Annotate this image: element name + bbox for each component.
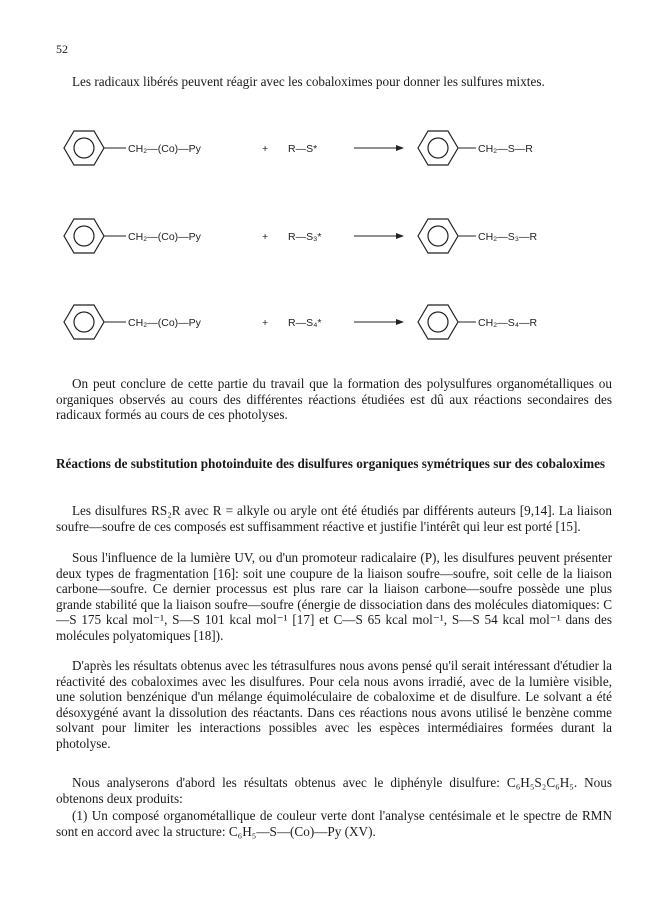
product-text: CH₂—S₄—R [478,317,538,329]
reaction-arrow-icon [354,145,404,151]
paragraph-5-text: (1) Un composé organométallique de couleur verte dont l'analyse centésimale et le spectre de RMN sont en accord avec la structure: C₆H₅—S—(Co)—Py (XV). [56,808,612,839]
paragraph-2 [56,550,612,644]
benzene-ring-icon [64,219,104,253]
reactant-text: CH₂—(Co)—Py [128,317,201,329]
reagent-text: R—S* [288,143,318,155]
product-text: CH₂—S—R [478,143,533,155]
plus-sign: + [262,317,269,329]
reaction-scheme-2 [56,206,616,266]
paragraph-2-text: Sous l'influence de la lumière UV, ou d'un promoteur radicalaire (P), les disulfures peuvent présenter deux types de fragmentation [16]: soit une coupure de la liaison soufre—soufre, soit celle de la liaison carbone—soufre. Ce dernier processus est plus rare car la liaison carbone—soufre possède une plus grande stabilité que la liaison soufre—soufre (énergie de dissociation dans des molécules diatomiques: C—S 175 kcal mol⁻¹, S—S 101 kcal mol⁻¹ [17] et C—S 65 kcal mol⁻¹, S—S 54 kcal mol⁻¹ dans des molécules polyatomiques [18]). [56,550,612,643]
plus-sign: + [262,231,269,243]
product-text: CH₂—S₃—R [478,231,538,243]
reaction-arrow-icon [354,319,404,325]
paragraph-5 [56,808,612,839]
intro-text: Les radicaux libérés peuvent réagir avec les cobaloximes pour donner les sulfures mixtes. [72,74,545,89]
reaction-scheme-1 [56,118,616,178]
plus-sign: + [262,143,269,155]
benzene-ring-icon [418,219,458,253]
benzene-ring-icon [418,305,458,339]
paragraph-3 [56,658,612,752]
conclusion-paragraph [56,376,612,423]
paragraph-4 [56,775,612,806]
reaction-arrow-icon [354,233,404,239]
paragraph-1-text: Les disulfures RS₂R avec R = alkyle ou aryle ont été étudiés par différents auteurs [9,14]. La liaison soufre—soufre de ces composés est suffisamment réactive et justifie l'intérêt qui leur est porté [15]. [56,503,612,534]
paragraph-1 [56,503,612,534]
page-number: 52 [56,42,68,56]
reactant-text: CH₂—(Co)—Py [128,143,201,155]
intro-paragraph [56,74,612,90]
reaction-scheme-3 [56,292,616,352]
benzene-ring-icon [418,131,458,165]
conclusion-text: On peut conclure de cette partie du travail que la formation des polysulfures organométalliques ou organiques observés au cours des différentes réactions étudiées est dû aux réactions secondaires des radicaux formés au cours de ces photolyses. [56,376,612,423]
reagent-text: R—S₃* [288,231,322,243]
section-heading: Réactions de substitution photoinduite des disulfures organiques symétriques sur des cobaloximes [56,456,606,471]
paragraph-4-text: Nous analyserons d'abord les résultats obtenus avec le diphényle disulfure: C₆H₅S₂C₆H₅. Nous obtenons deux produits: [56,775,612,806]
paragraph-3-text: D'après les résultats obtenus avec les tétrasulfures nous avons pensé qu'il serait intéressant d'étudier la réactivité des cobaloximes avec les disulfures. Pour cela nous avons irradié, avec de la lumière visible, une solution benzénique d'un mélange équimoléculaire de cobaloxime et de disulfure. Le solvant a été désoxygéné avant la dissolution des réactants. Dans ces réactions nous avons utilisé le benzène comme solvant pour limiter les interactions possibles avec les espèces intermédiaires formées durant la photolyse. [56,658,612,751]
benzene-ring-icon [64,131,104,165]
reactant-text: CH₂—(Co)—Py [128,231,201,243]
benzene-ring-icon [64,305,104,339]
reagent-text: R—S₄* [288,317,322,329]
